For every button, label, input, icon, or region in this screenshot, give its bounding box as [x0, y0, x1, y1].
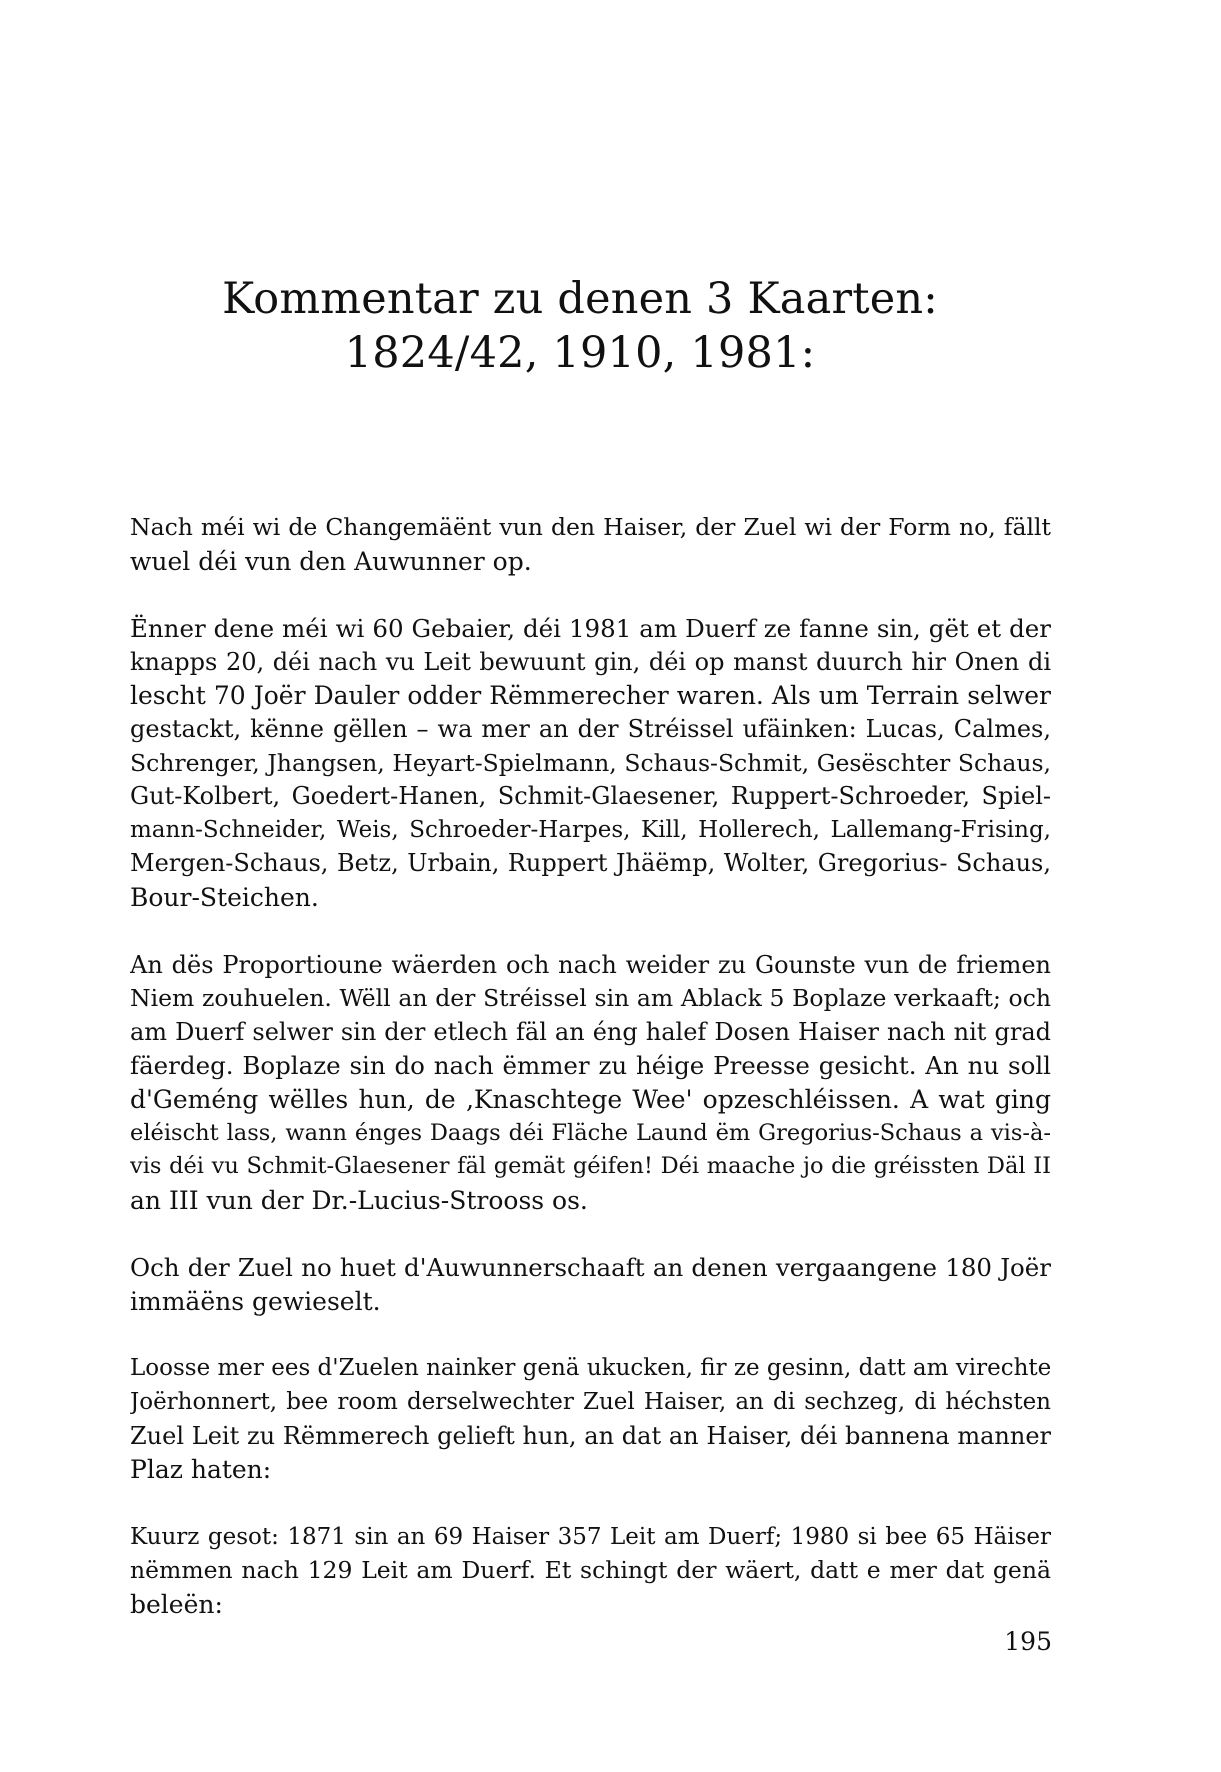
text-line: Kuurz gesot: 1871 sin an 69 Haiser 357 Leit am Duerf; 1980 si bee 65 Häiser: [130, 1523, 1051, 1550]
text-line: Schrenger, Jhangsen, Heyart-Spielmann, Schaus-Schmit, Gesëschter Schaus,: [130, 748, 1051, 777]
text-line: Niem zouhuelen. Wëll an der Stréissel sin am Ablack 5 Boplaze verkaaft; och: [130, 984, 1051, 1013]
text-line: Nach méi wi de Changemäënt vun den Haiser, der Zuel wi der Form no, fällt: [130, 513, 1051, 541]
text-line: d'Geméng wëlles hun, de ‚Knaschtege Wee' opzeschléissen. A wat ging: [130, 1084, 1051, 1114]
text-line: knapps 20, déi nach vu Leit bewuunt gin, déi op manst duurch hir Onen di: [130, 647, 1051, 676]
text-line: Ënner dene méi wi 60 Gebaier, déi 1981 am Duerf ze fanne sin, gët et der: [130, 614, 1051, 644]
paragraph: [130, 949, 1051, 1218]
text-line: Plaz haten:: [130, 1455, 272, 1485]
text-line: Loosse mer ees d'Zuelen nainker genä ukucken, fir ze gesinn, datt am virechte: [130, 1355, 1051, 1382]
text-line: am Duerf selwer sin der etlech fäl an éng halef Dosen Haiser nach nit grad: [130, 1017, 1051, 1046]
text-line: immäëns gewieselt.: [130, 1286, 381, 1316]
text-line: eléischt lass, wann énges Daags déi Fläche Laund ëm Gregorius-Schaus a vis-à-: [130, 1119, 1051, 1146]
text-line: Zuel Leit zu Rëmmerech gelieft hun, an dat an Haiser, déi bannena manner: [130, 1421, 1051, 1450]
text-line: Mergen-Schaus, Betz, Urbain, Ruppert Jhäëmp, Wolter, Gregorius- Schaus,: [130, 849, 1051, 878]
page-title-line-1: Kommentar zu denen 3 Kaarten:: [222, 274, 938, 324]
text-line: an III vun der Dr.-Lucius-Strooss os.: [130, 1185, 588, 1215]
text-line: Och der Zuel no huet d'Auwunnerschaaft an denen vergaangene 180 Joër: [130, 1253, 1051, 1283]
text-line: mann-Schneider, Weis, Schroeder-Harpes, Kill, Hollerech, Lallemang-Frising,: [130, 816, 1051, 843]
text-line: wuel déi vun den Auwunner op.: [130, 546, 532, 576]
text-line: beleën:: [130, 1590, 223, 1620]
body-text: [130, 511, 1051, 1656]
text-line: gestackt, kënne gëllen – wa mer an der Stréissel ufäinken: Lucas, Calmes,: [130, 714, 1051, 743]
page-number: 195: [1004, 1627, 1052, 1656]
text-line: An dës Proportioune wäerden och nach weider zu Gounste vun de friemen: [130, 950, 1051, 979]
text-line: Joërhonnert, bee room derselwechter Zuel Haiser, an di sechzeg, di héchsten: [130, 1389, 1051, 1416]
text-line: fäerdeg. Boplaze sin do nach ëmmer zu héige Preesse gesicht. An nu soll: [130, 1051, 1051, 1081]
text-line: lescht 70 Joër Dauler odder Rëmmerecher waren. Als um Terrain selwer: [130, 681, 1051, 711]
page-title: [130, 272, 1030, 380]
text-line: vis déi vu Schmit-Glaesener fäl gemät géifen! Déi maache jo die gréissten Däl II: [130, 1153, 1051, 1180]
page-title-line-2: 1824/42, 1910, 1981:: [344, 328, 816, 378]
paragraph: [130, 1251, 1051, 1318]
paragraph: [130, 612, 1051, 914]
text-line: Gut-Kolbert, Goedert-Hanen, Schmit-Glaesener, Ruppert-Schroeder, Spiel-: [130, 782, 1051, 811]
paragraph: [130, 1521, 1051, 1622]
text-line: Bour-Steichen.: [130, 882, 319, 912]
text-line: nëmmen nach 129 Leit am Duerf. Et schingt der wäert, datt e mer dat genä: [130, 1556, 1051, 1585]
paragraph: [130, 1352, 1051, 1486]
paragraph: [130, 511, 1051, 578]
